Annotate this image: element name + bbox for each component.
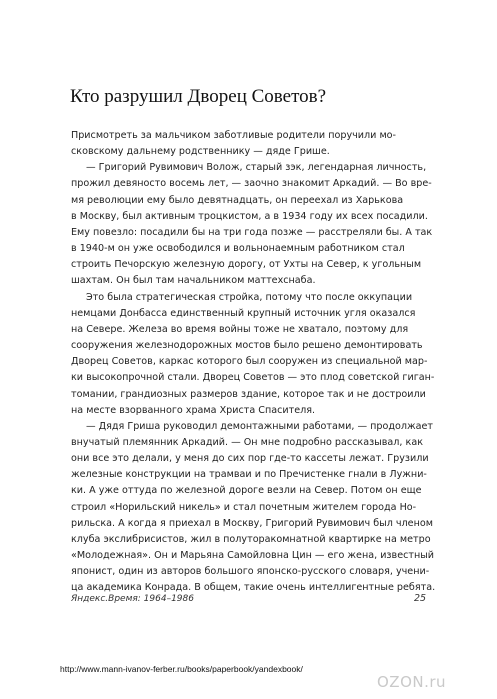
text-line: — Дядя Гриша руководил демонтажными работами, — продолжает	[86, 420, 433, 432]
text-line: сковскому дальнему родственнику — дяде Грише.	[71, 146, 330, 158]
text-line: сооружения железнодорожных мостов было решено демонтировать	[71, 340, 423, 352]
text-line: на месте взорванного храма Христа Спасителя.	[71, 404, 316, 416]
page-number: 25	[414, 593, 427, 604]
text-line: томании, грандиозных размеров здание, которое так и не достроили	[71, 388, 426, 400]
text-line: в Москву, был активным троцкистом, а в 1934 году их всех посадили.	[71, 210, 428, 222]
text-line: прожил девяносто восемь лет, — заочно знакомит Аркадий. — Во вре-	[71, 178, 432, 190]
text-line: на Севере. Железа во время войны тоже не хватало, поэтому для	[71, 323, 409, 335]
chapter-heading: Кто разрушил Дворец Советов?	[70, 86, 327, 107]
text-line: Дворец Советов, каркас которого был сооружен из специальной мар-	[71, 356, 428, 368]
text-line: внучатый племянник Аркадий. — Он мне подробно рассказывал, как	[71, 436, 423, 448]
text-line: в 1940-м он уже освободился и вольнонаемным работником стал	[71, 243, 405, 255]
running-footer: Яндекс.Время: 1964–1986	[71, 594, 194, 604]
text-line: они все это делали, у меня до сих пор где-то кассеты лежат. Грузили	[71, 453, 429, 465]
source-link[interactable]: http://www.mann-ivanov-ferber.ru/books/paperbook/yandexbook/	[60, 664, 303, 674]
text-line: ки. А уже оттуда по железной дороге везли на Север. Потом он еще	[71, 485, 422, 497]
text-line: японист, один из авторов большого японско-русского словаря, учени-	[71, 566, 430, 578]
text-line: немцами Донбасса единственный крупный источник угля оказался	[71, 307, 416, 319]
text-line: ки высокопрочной стали. Дворец Советов — это плод советской гиган-	[71, 372, 435, 384]
text-line: рильска. А когда я приехал в Москву, Григорий Рувимович был членом	[71, 517, 433, 529]
text-line: строил «Норильский никель» и стал почетным жителем города Но-	[71, 501, 417, 513]
text-line: шахтам. Он был там начальником маттехснаба.	[71, 275, 316, 287]
text-line: «Молодежная». Он и Марьяна Самойловна Цин — его жена, известный	[71, 550, 435, 562]
text-line: ца академика Конрада. В общем, такие очень интеллигентные ребята.	[71, 582, 436, 594]
text-line: мя революции ему было девятнадцать, он переехал из Харькова	[71, 194, 404, 206]
text-line: Ему повезло: посадили бы на три года позже — расстреляли бы. А так	[71, 226, 433, 238]
text-line: железные конструкции на трамваи и по Пречистенке гнали в Лужни-	[71, 469, 427, 481]
text-line: строить Печорскую железную дорогу, от Ухты на Север, к угольным	[71, 259, 422, 271]
text-line: Присмотреть за мальчиком заботливые родители поручили мо-	[71, 130, 397, 141]
text-line: клуба экслибрисистов, жил в полуторакомнатной квартирке на метро	[71, 533, 431, 545]
body-text	[71, 128, 461, 597]
text-line: Это была стратегическая стройка, потому что после оккупации	[86, 291, 413, 303]
ozon-watermark: OZON.ru	[377, 673, 447, 691]
text-line: — Григорий Рувимович Волож, старый зэк, легендарная личность,	[86, 162, 427, 174]
